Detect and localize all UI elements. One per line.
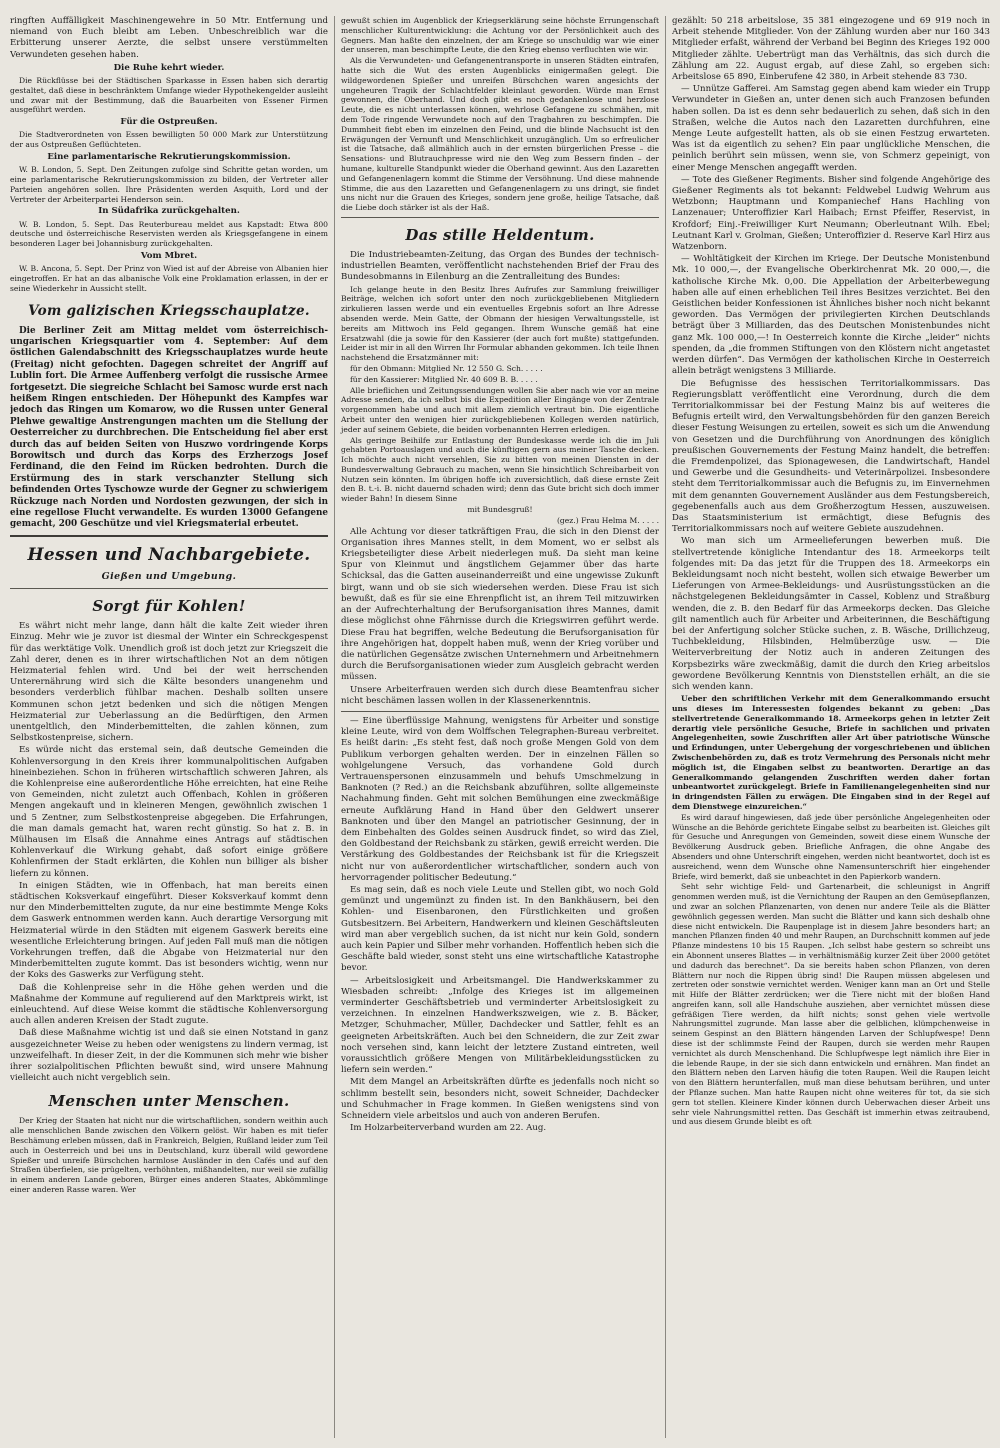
local-note: Die Befugnisse des hessischen Territorialkommissars. Das Regierungsblatt veröffentlicht eine Verordnung, durch die dem Territorialkommissar bei der Festung Mainz bis auf weiteres die Befugnis erteilt wird, den Verwaltungsbehörden für den ganzen Bereich dieser Festung Weisungen zu erteilen, soweit es sich um die Anwendung von Gesetzen und die Durchführung von Anordnungen des königlich preußischen Gouvernements der Festung Mainz handelt, die betreffen: die Fremdenpolizei, das Spionagewesen, die Landwirtschaft, Handel und Gewerbe und die Gesundheits- und Veterinärpolizei. Insbesondere steht dem Territorialkommissar auch die Befugnis zu, im Einvernehmen mit dem genannten Gouvernement Ausländer aus dem Festungsbereich, gegebenenfalls auch aus dem Großherzogtum Hessen, auszuweisen. Das Staatsministerium ist ermächtigt, diese Befugnis des Territorialkommissars noch auf weitere Gebiete auszudehnen. xyxy=(672,378,990,535)
hessen-subheadline: Gießen und Umgebung. xyxy=(101,570,237,582)
local-note: Mit dem Mangel an Arbeitskräften dürfte es jedenfalls noch nicht so schlimm bestellt sein, besonders nicht, soweit Schneider, Dachdecker und Schuhmacher in Frage kommen. In Gießen wenigstens sind von Schneidern viele arbeitslos und auch von anderen Berufen. xyxy=(341,1077,659,1122)
col2-intro: gewußt schien im Augenblick der Kriegserklärung seine höchste Errungenschaft menschlicher Kulturentwicklung: die Achtung vor der Persönlichkeit auch des Gegners. Man haßte den einzelnen, der am Kriege so unschuldig war wie einer der unseren, man beschimpfte Leute, die den Krieg ebenso verfluchten wie wir. xyxy=(341,16,659,55)
column-1 xyxy=(10,16,328,1438)
letter-close: mit Bundesgruß! xyxy=(467,505,533,515)
hessen-headline: Hessen und Nachbargebiete. xyxy=(27,544,311,565)
col1-intro: ringften Auffälligkeit Maschinengewehre in 50 Mtr. Entfernung und niemand von Euch bleibt am Leben. Unbeschreiblich war die Erbitterung unserer Aerzte, die selbst unsere verstümmelten Verwundeten gesehen haben. xyxy=(10,16,328,60)
kohlen-paragraph: Daß diese Maßnahme wichtig ist und daß sie einen Notstand in ganz ausgezeichneter Weise zu heben oder wenigstens zu lindern vermag, ist unzweifelhaft. In dieser Zeit, in der die Kommunen sich mehr wie bisher ihrer sozialpolitischen Pflichten bewußt sind, wird unsere Mahnung vielleicht auch nicht vergeblich sein. xyxy=(10,1028,328,1084)
local-note: — Tote des Gießener Regiments. Bisher sind folgende Angehörige des Gießener Regiments als tot bekannt: Feldwebel Ludwig Wehrum aus Wetzbonn; Hauptmann und Kompaniechef Hans Hachling von Lanzenauer; Unteroffizier Karl Haibach; Ernst Pfeiffer, Reservist, in Krofdorf; Einj.-Freiwilliger Kurt Neumann; Oberleutnant Wilh. Ebel; Leutnant Karl v. Grolman, Gießen; Unteroffizier d. Reserve Karl Hirz aus Watzenborn. xyxy=(672,174,990,253)
column-2 xyxy=(334,16,659,1438)
section-rule xyxy=(341,711,659,712)
section-rule xyxy=(341,217,659,218)
local-note: — Eine überflüssige Mahnung, wenigstens für Arbeiter und sonstige kleine Leute, wird von dem Wolffschen Telegraphen-Bureau verbreitet. Es heißt darin: „Es steht fest, daß noch große Mengen Gold von dem Publikum verborgen gehalten werden. Der in einzelnen Fällen so wohlgelungene Versuch, das vorhandene Gold durch Vertrauenspersonen einzusammeln und behufs Umschmelzung in Banknoten (? Red.) an die Reichsbank abzuführen, sollte allgemeinste Nachahmung finden. Geht mit solchen Bemühungen eine zweckmäßige erneute Aufklärung Hand in Hand über den Geldwert unserer Banknoten und über den Mangel an patriotischer Gesinnung, der in dem Einbehalten des Goldes seinen Ausdruck findet, so wird das Ziel, den Goldbestand der Reichsbank zu stärken, gewiß erreicht werden. Die Verstärkung des Goldbestandes der Reichsbank ist für die Kriegszeit nicht nur von außerordentlicher wirtschaftlicher, sondern auch von hervorragender politischer Bedeutung.“ xyxy=(341,715,659,883)
section-rule xyxy=(10,535,328,537)
stille-intro: Die Industriebeamten-Zeitung, das Organ des Bundes der technisch-industriellen Beamten, veröffentlicht nachstehenden Brief der Frau des Bundesobmanns in Eilenburg an die Zentralleitung des Bundes: xyxy=(341,249,659,283)
local-note: — Wohltätigkeit der Kirchen im Kriege. Der Deutsche Monistenbund Mk. 10 000,—, der Evangelische Oberkirchenrat Mk. 20 000,—, die katholische Kirche Mk. 0,00. Die Appellation der Arbeiterbewegung haben alle auf einen erheblichen Teil ihres Besitzes verzichtet. Bei den Geistlichen beider Konfessionen ist Ähnliches bisher noch nicht bekannt geworden. Das Vermögen der privilegierten Kirchen Deutschlands beträgt über 3 Milliarden, das des Deutschen Monistenbundes nicht ganz Mk. 100 000,—! In Oesterreich konnte die Kirche „leider“ nichts spenden, da „die frommen Stiftungen von den Klöstern nicht angetastet werden dürfen“. Das Vermögen der katholischen Kirche in Oesterreich allein beträgt wenigstens 3 Milliarde. xyxy=(672,254,990,377)
col2-intro-2: Als die Verwundeten- und Gefangenentransporte in unseren Städten eintrafen, hatte sich die Wut des ersten Augenblicks einigermaßen gelegt. Die wildgewordenen Spießer und unreifen Bürschchen waren angesichts der ungeheuren Tragik der Schlachtfelder kleinlaut geworden. Würde man Ernst gewonnen, die Oberhand. Und doch gibt es noch gedankenlose und herzlose Leute, die es nicht unterlassen können, wehrlose Gefangene zu schmähen, mit dem Tode ringende Verwundete noch auf den Tragbahren zu beschimpfen. Die Dummheit fiebt eben im einzelnen den Feind, und die blinde Nachsucht ist den Erwägungen der Vernunft und Menschlichkeit unzugänglich. Um so erfreulicher ist die Tatsache, daß allmählich auch in der ernsten bürgerlichen Presse – die Sensations- und Blutrauchpresse wird nie den Weg zum Bessern finden – der humane, kulturelle Standpunkt wieder die Oberhand gewinnt. Aus den Lazaretten und Gefangenenlagern kommt die Stimme der Versöhnung. Und diese mahnende Stimme, die aus den Lazaretten und Gefangenenlagern zu uns dringt, sie findet uns nicht nur die Grauen des Krieges, sondern jene große, heilige Tatsache, daß die Liebe doch stärker ist als der Haß. xyxy=(341,56,659,213)
column-3 xyxy=(665,16,990,1438)
local-note: Wo man sich um Armeelieferungen bewerben muß. Die stellvertretende königliche Intendantur des 18. Armeekorps teilt folgendes mit: Da das jetzt für die Truppen des 18. Armeekorps ein Bekleidungsamt noch nicht besteht, wollen sich etwaige Bewerber um Lieferungen von Armee-Bekleidungs- und Ausrüstungsstücken an die nächstgelegenen Bekleidungsämter in Cassel, Koblenz und Straßburg wenden, die z. B. den Bedarf für das Armeekorps decken. Das Gleiche gilt namentlich auch für Arbeiter und Arbeiterinnen, die Beschäftigung bei der Anfertigung solcher Stücke suchen, z. B. Wäsche, Drillichzeug, Tuchbekleidung, Hilsbinden, Helmüberzüge usw. — Die Weiterverbreitung der Notiz auch in anderen Zeitungen des Korpsbezirks wäre zweckmäßig, damit die durch den Krieg arbeitslos gewordene Bevölkerung Kenntnis von Dienststellen erhält, an die sie sich wenden kann. xyxy=(672,536,990,692)
letter-member-1: für den Obmann: Mitglied Nr. 12 550 G. Sch. . . . . xyxy=(350,363,543,373)
kohlen-paragraph: In einigen Städten, wie in Offenbach, hat man bereits einen städtischen Koksverkauf eingeführt. Dieser Koksverkauf kommt denn nur den Minderbemittelten zugute, da nur eine bestimmte Menge Koks dem Gaswerk entnommen werden kann. Auch derartige Versorgung mit Heizmaterial würde in den Städten mit eigenem Gaswerk bereits eine wesentliche Erleichterung bringen. Auf jeden Fall muß man die nötigen Vorkehrungen treffen, daß die Abgabe von Heizmaterial nur den Minderbemittelten zugute kommt. Das ist besonders wichtig, wenn nur der Koks des Gaswerks zur Verfügung steht. xyxy=(10,880,328,981)
stille-paragraph: Unsere Arbeiterfrauen werden sich durch diese Beamtenfrau sicher nicht beschämen lassen wollen in der Klassenerkenntnis. xyxy=(341,684,659,706)
section-rule xyxy=(10,588,328,589)
col3-intro: gezählt: 50 218 arbeitslose, 35 381 eingezogene und 69 919 noch in Arbeit stehende Mitglieder. Von der Zählung wurden aber nur 160 343 Mitglieder erfaßt, während der Verband bei Beginn des Krieges 192 000 Mitglieder zählte. Uebertrügt man das Verhältnis, das sich durch die Zählung am 22. August ergab, auf diese Zahl, so ergeben sich: Arbeitslose 65 890, Einberufene 42 380, in Arbeit stehende 83 730. xyxy=(672,16,990,83)
local-note: — Arbeitslosigkeit und Arbeitsmangel. Die Handwerkskammer zu Wiesbaden schreibt: „Infolge des Krieges ist im allgemeinen verminderter Geschäftsbetrieb und verminderter Arbeitslosigkeit zu verzeichnen. In einzelnen Handwerkszweigen, wie z. B. Bäcker, Metzger, Schuhmacher, Müller, Dachdecker und Sattler, fehlt es an geeigneten Arbeitskräften. Auch bei den Schneidern, die zur Zeit zwar noch versehen sind, kann leicht der letztere Zustand eintreten, weil voraussichtlich größere Mengen von Militärbekleidungsstücken zu liefern sein werden.“ xyxy=(341,975,659,1076)
kohlen-paragraph: Es währt nicht mehr lange, dann hält die kalte Zeit wieder ihren Einzug. Mehr wie je zuvor ist diesmal der Winter ein Schreckgespenst für das werktätige Volk. Unendlich groß ist doch jetzt zur Kriegszeit die Zahl derer, denen es in ihrer wirtschaftlichen Not an dem nötigen Heizmaterial fehlen wird. Und bei der weit herrschenden Unterernährung wird sich die Kälte besonders unangenehm und besonders verderblich fühlbar machen. Deshalb sollten unsere Kommunen schon jetzt bedenken und sich die nötigen Mengen Heizmaterial zur Ueberlassung an die Bedürftigen, den Armen unentgeltlich, den Minderbemittelten, die zahlen können, zum Selbstkostenpreise, sichern. xyxy=(10,621,328,744)
kohlen-paragraph: Daß die Kohlenpreise sehr in die Höhe gehen werden und die Maßnahme der Kommune auf regulierend auf den Marktpreis wirkt, ist einleuchtend. Auf diese Weise kommt die städtische Kohlenversorgung auch allen anderen Kreisen der Stadt zugute. xyxy=(10,982,328,1027)
local-note: Im Holzarbeiterverband wurden am 22. Aug. xyxy=(350,1123,547,1134)
stille-paragraph: Alle Achtung vor dieser tatkräftigen Frau, die sich in den Dienst der Organisation ihres Mannes stellt, in dem Moment, wo er selbst als Kriegsbeteiligter diese Arbeit niederlegen muß. Da sieht man keine Spur von Kleinmut und ängstlichem Gejammer über das harte Schicksal, das die Gatten auseinanderreißt und eine ungewisse Zukunft birgt, wann und ob sie sich wiedersehen werden. Diese Frau ist sich bewußt, daß es für sie eine Ehrenpflicht ist, an ihrem Teil mitzuwirken an der Aufrechterhaltung der Berufsorganisation ihres Mannes, damit diese möglichst ohne Fährnisse durch die Kriegswirren geführt werde. Diese Frau hat begriffen, welche Bedeutung die Berufsorganisation für ihre Angehörigen hat, doppelt haben muß, wenn der Krieg vorüber und die natürlichen Gegensätze zwischen Unternehmern und Arbeitnehmern durch die Berufsorganisationen wieder zum Ausgleich gebracht werden müssen. xyxy=(341,526,659,683)
note-title: Für die Ostpreußen. xyxy=(120,117,218,128)
note-text: W. B. London, 5. Sept. Den Zeitungen zufolge sind Schritte getan worden, um eine parlamentarische Rekrutierungskommission zu bilden, der Vertreter aller Parteien angehören sollen. Ihre Präsidenten werden Asquith, Lord und der Vertreter der Arbeiterpartei Henderson sein. xyxy=(10,165,328,204)
menschen-article: Der Krieg der Staaten hat nicht nur die wirtschaftlichen, sondern weithin auch alle menschlichen Bande zwischen den Völkern gelöst. Wir haben es mit tiefer Beschämung erleben müssen, daß in Frankreich, Belgien, Rußland leider zum Teil auch in Oesterreich und bei uns in Deutschland, kurz überall wild gewordene Spießer und unreife Bürschchen harmlose Ausländer in den Cafés und auf den Straßen überfielen, sie prügelten, verhöhnten, mißhandelten, nur weil sie zufällig in einem anderen Lande geboren, Bürger eines anderen Staates, Abkömmlinge einer anderen Rasse waren. Wer xyxy=(10,1116,328,1194)
letter-paragraph: Ich gelange heute in den Besitz Ihres Aufrufes zur Sammlung freiwilliger Beiträge, welchen ich sofort unter den noch zurückgebliebenen Mitgliedern zirkulieren lassen werde und ein eventuelles Ergebnis sofort an Ihre Adresse absenden werde. Mein Gatte, der Obmann der hiesigen Verwaltungsstelle, ist bereits am Mittwoch ins Feld gegangen. Ihrem Wunsche gemäß hat eine Ersatzwahl (die ja sowie für den Kassierer (der auch fort mußte) stattgefunden. Leider ist mir in all den Wirren Ihr Formular abhanden gekommen. Ich teile Ihnen nachstehend die Ersatzmänner mit: xyxy=(341,284,659,363)
generalkommando-text: Es wird darauf hingewiesen, daß jede über persönliche Angelegenheiten oder Wünsche an die Behörde gerichtete Eingabe selbst zu bearbeiten ist. Gleiches gilt für Gesuche und Anregungen von Gemeinden, soweit diese einem Wunsche der Bevölkerung Ausdruck geben. Briefliche Anfragen, die ohne Angabe des Absenders und ohne Unterschrift eingehen, werden nicht beantwortet, doch ist es ausreichend, wenn dem Wunsche ohne Namensunterschrift hier eingehender Briefe, wird bemerkt, daß sie unbeachtet in den Papierkorb wandern. xyxy=(672,812,990,881)
note-title: Eine parlamentarische Rekrutierungskommission. xyxy=(47,152,291,162)
letter-member-2: für den Kassierer: Mitglied Nr. 40 609 B. B. . . . . xyxy=(350,374,538,384)
kohlen-paragraph: Es würde nicht das erstemal sein, daß deutsche Gemeinden die Kohlenversorgung in den Kreis ihrer kommunalpolitischen Aufgaben hineinbeziehen. Schon in früheren wirtschaftlich schweren Jahren, als die Kohlenpreise eine außerordentliche Höhe erreichten, hat eine Reihe von Gemeinden, nicht zuletzt auch Offenbach, Kohlen in größeren Mengen angekauft und in kleineren Mengen, gewöhnlich zwischen 1 und 5 Zentner, zum Selbstkostenpreise abgegeben. Die Erfahrungen, die man damals gemacht hat, waren recht günstig. So hat z. B. in Mülhausen im Elsaß die Annahme eines Antrags auf städtischen Kohlenverkauf die Wirkung gehabt, daß sofort einige größere Kohlenfirmen der Stadt erklärten, die Kohlen nun billiger als bisher liefern zu können. xyxy=(10,745,328,879)
letter-signature: (gez.) Frau Helma M. . . . . xyxy=(556,515,659,525)
note-text: W. B. Ancona, 5. Sept. Der Prinz von Wied ist auf der Abreise von Albanien hier eingetroffen. Er hat an das albanische Volk eine Proklamation erlassen, in der er seine Wiederkehr in Aussicht stellt. xyxy=(10,264,328,293)
kohlen-headline: Sorgt für Kohlen! xyxy=(92,597,246,616)
galizien-article: Die Berliner Zeit am Mittag meldet vom österreichisch-ungarischen Kriegsquartier vom 4. September: Auf dem östlichen Galendabschnitt des Kriegsschauplatzes wurde heute (Freitag) nicht gefochten. Dagegen schreitet der Angriff auf Lublin fort. Die Armee Auffenberg verfolgt die russische Armee fortgesetzt. Die siegreiche Schlacht bei Samosc wurde erst nach heißem Ringen entschieden. Der Höhepunkt des Kampfes war jedoch das Ringen um Komarow, wo die Russen unter General Plehwe gewaltige Anstrengungen machten um die Stellung der Oesterreicher zu durchbrechen. Die Entscheidung fiel aber erst durch das auf beiden Seiten von Huszwo vordringende Korps Borowitsch und durch das Korps des Erzherzogs Josef Ferdinand, die den Feind im Rücken bedrohten. Durch die Erstürmung des in stark verschanzter Stellung sich befindenden Ortes Tyschowze wurde der Gegner zu schwierigem Rückzuge nach Norden und Nordosten gezwungen, der sich in eine regellose Flucht verwandelte. Es wurden 13000 Gefangene gemacht, 200 Geschütze und viel Kriegsmaterial erbeutet. xyxy=(10,325,328,530)
local-note: — Unnütze Gafferei. Am Samstag gegen abend kam wieder ein Trupp Verwundeter in Gießen an, unter denen sich auch Franzosen befunden haben sollen. Da ist es denn sehr bedauerlich zu sehen, daß sich in den Straßen, welche die Autos nach den Lazaretten durchfuhren, eine Menge Leute aufgestellt hatten, als ob sie einen Festzug erwarteten. Was ist da eigentlich zu sehen? Ein paar unglückliche Menschen, die peinlich berührt sein müssen, wenn sie, von Schmerz gepeinigt, von einer Menge Menschen angegafft werden. xyxy=(672,84,990,173)
galizien-headline: Vom galizischen Kriegsschauplatze. xyxy=(28,302,310,319)
raupen-note: Seht sehr wichtige Feld- und Gartenarbeit, die schleunigst in Angriff genommen werden muß, ist die Vernichtung der Raupen an den Gemüsepflanzen, und zwar an solchen Pflanzenarten, von denen nur andere Teile als die Blätter gewöhnlich gegessen werden. Man sucht die Blätter und kann sich deshalb ohne diese nicht entwickeln. Die Raupenplage ist in diesem Jahre besonders hart; an manchen Pflanzen finden 40 und mehr Raupen, an Durchschnitt kommen auf jede Pflanze mindestens 10 bis 15 Raupen. „Ich selbst habe gestern so schreibt uns ein Abonnent unseres Blattes — in verhältnismäßig kurzer Zeit über 2000 getötet und dadurch das berechnet“. Da sie bereits haben schon Pflanzen, von deren Blättern nur noch die Rippen übrig sind! Die Raupen müssen abgelesen und zertreten oder sonstwie vernichtet werden. Weniger kann man an Ort und Stelle mit Hilfe der Blätter zerdrücken; wer die Tiere nicht mit der bloßen Hand angreifen kann, soll alle Handschuhe ausziehen, aber vernichtet müssen diese gefräßigen Tiere werden, da hilft nichts; sonst gehen viele wertvolle Nahrungsmittel zugrunde. Man lasse aber die gelblichen, klümpchenweise in seinem Gespinst an den Blättern hängenden Larven der Schlupfwespe! Denn diese ist der schlimmste Feind der Raupen, durch sie werden mehr Raupen vernichtet als durch Menschenhand. Die Schlupfwespe legt nämlich ihre Eier in die lebende Raupe, in der sie sich dann entwickeln und ernähren. Man findet an den Blättern neben den Larven häufig die toten Raupen. Weil die Raupen leicht von den Blättern herunterfallen, muß man diese behutsam berühren, und unter der Pflanze suchen. Man hatte Raupen nicht ohne weiteres für tot, da sie sich gern tot stellen. Kleinere Kinder können durch Ueberwachen dieser Arbeit uns sehr viele Nahrungsmittel retten. Das Geschäft ist immerhin etwas zeitraubend, und aus diesem Grunde bleibt es oft xyxy=(672,882,990,1127)
stille-headline: Das stille Heldentum. xyxy=(405,225,595,244)
letter-paragraph: Alle brieflichen und Zeitungssendungen wollen Sie aber nach wie vor an meine Adresse senden, da ich selbst bis die Expedition aller Eingänge von der Zentrale vorgenommen habe und auch mit allem ziemlich vertraut bin. Die eigentliche Arbeit unter den wenigen hier zurückgebliebenen Kollegen werden natürlich, jeder auf seinem Gebiete, die beiden vorbenannten Herren erledigen. xyxy=(341,385,659,434)
note-text: Die Stadtverordneten von Essen bewilligten 50 000 Mark zur Unterstützung der aus Ostpreußen Geflüchteten. xyxy=(10,130,328,150)
note-text: Die Rückflüsse bei der Städtischen Sparkasse in Essen haben sich derartig gestaltet, daß diese in beschränktem Umfange wieder Hypothekengelder ausleiht und zwar mit der Bestimmung, daß die Bauarbeiten von Essener Firmen ausgeführt werden. xyxy=(10,76,328,115)
note-title: In Südafrika zurückgehalten. xyxy=(98,206,240,217)
local-note: Es mag sein, daß es noch viele Leute und Stellen gibt, wo noch Gold gemünzt und ungemünzt zu finden ist. In den Bankhäusern, bei den Kohlen- und Eisenbaronen, den Fürstlichkeiten und großen Gutsbesitzern. Bei Arbeitern, Handwerkern und kleinen Geschäftsleuten wird man aber vergeblich suchen, da ist nicht nur kein Gold, sondern auch kein Papier und Silber mehr vorhanden. Hoffentlich heben sich die Geschäfte bald wieder, sonst steht uns eine wirtschaftliche Katastrophe bevor. xyxy=(341,884,659,974)
note-title: Die Ruhe kehrt wieder. xyxy=(113,62,225,73)
note-title: Vom Mbret. xyxy=(140,250,198,261)
menschen-headline: Menschen unter Menschen. xyxy=(48,1092,290,1111)
generalkommando-intro: Ueber den schriftlichen Verkehr mit dem Generalkommando ersucht uns dieses im Interessesten folgendes bekannt zu geben: „Das stellvertretende Generalkommando 18. Armeekorps gehen in letzter Zeit derartig viele persönliche Gesuche, Briefe in sachlichen und privaten Angelegenheiten, sowie Zuschriften aller Art über patriotische Wünsche und Erfindungen, unter Uebergehung der vorgeschriebenen und üblichen Zwischenbehörden zu, daß es trotz Vermehrung des Personals nicht mehr möglich ist, die Eingaben selbst zu beantworten. Derartige an das Generalkommando gelangenden Zuschriften werden daher fortan unbeantwortet zurückgelegt. Briefe in Familienangelegenheiten sind nur in dringendsten Fällen zu erwägen. Die Eingaben sind in der Regel auf dem Dienstwege einzureichen.“ xyxy=(672,694,990,811)
note-text: W. B. London, 5. Sept. Das Reuterbureau meldet aus Kapstadt: Etwa 800 deutsche und österreichische Reservisten werden als Kriegsgefangene in einem besonderen Lager bei Johannisburg zurückgehalten. xyxy=(10,219,328,249)
letter-paragraph: Als geringe Beihilfe zur Entlastung der Bundeskasse werde ich die im Juli gehabten Portoauslagen und auch die künftigen gern aus meiner Tasche decken. Ich möchte auch nicht versehlen, Sie zu bitten von meinen Diensten in der Bundesverwaltung Gebrauch zu machen, wenn Sie hinsichtlich Schreibarbeit von Nutzen sein könnten. Im übrigen hoffe ich zuversichtlich, daß diese ernste Zeit den B. t.-i. B. nicht dauernd schaden wird; denn das Gute bricht sich doch immer wieder Bahn! In diesem Sinne xyxy=(341,435,659,504)
